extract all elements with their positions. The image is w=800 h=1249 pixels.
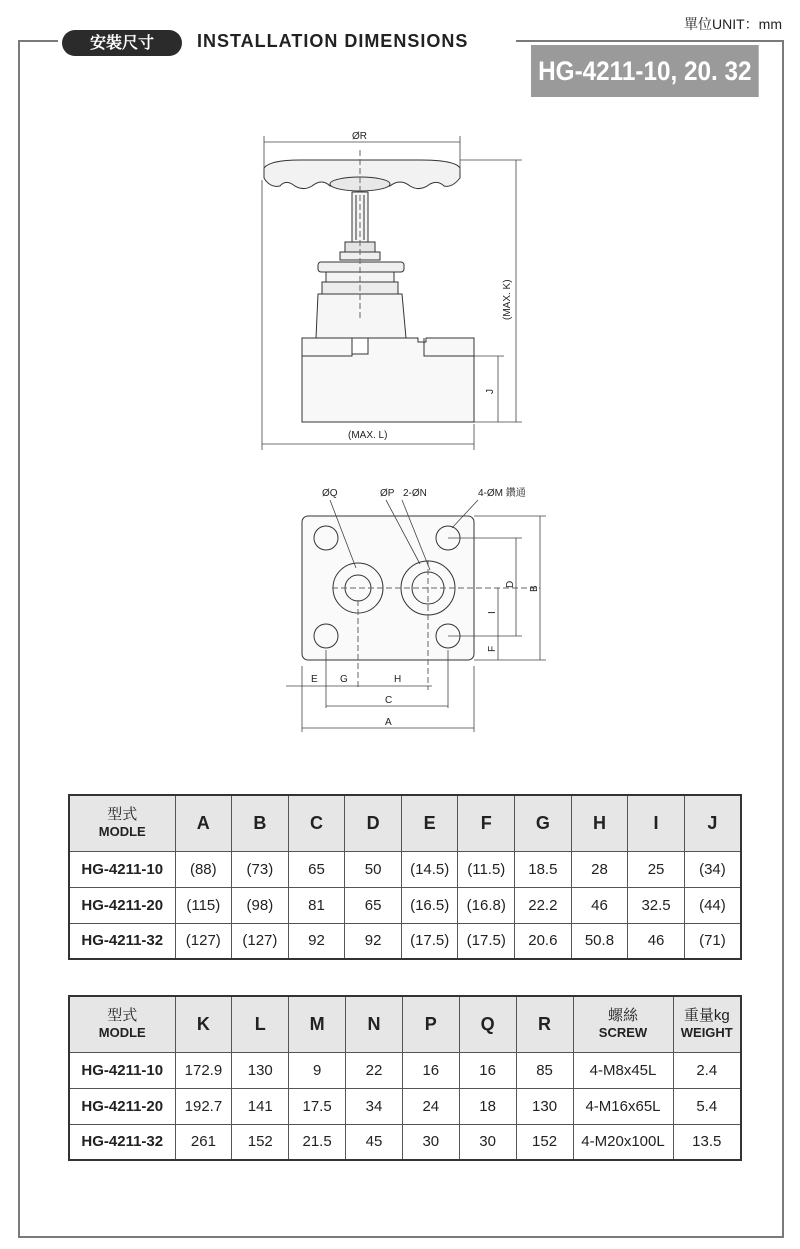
cell: 4-M16x65L	[573, 1088, 673, 1124]
section-title: INSTALLATION DIMENSIONS	[197, 31, 469, 51]
col-j: J	[684, 795, 741, 851]
row-model: HG-4211-10	[69, 851, 175, 887]
col-l: L	[232, 996, 289, 1052]
valve-bottom-view	[302, 516, 540, 690]
cell: 46	[571, 887, 628, 923]
cell: (16.5)	[401, 887, 458, 923]
cell: 28	[571, 851, 628, 887]
cell: (34)	[684, 851, 741, 887]
cell: 18	[459, 1088, 516, 1124]
cell: 34	[346, 1088, 403, 1124]
label-max-k: (MAX. K)	[502, 279, 513, 320]
cell: 32.5	[628, 887, 685, 923]
cell: 22	[346, 1052, 403, 1088]
row-model: HG-4211-32	[69, 923, 175, 959]
cell: 30	[402, 1124, 459, 1160]
cell: 192.7	[175, 1088, 232, 1124]
row-model: HG-4211-20	[69, 887, 175, 923]
cell: 152	[516, 1124, 573, 1160]
valve-side-view	[264, 150, 474, 422]
cell: 24	[402, 1088, 459, 1124]
model-header: 型式 MODLE	[69, 795, 175, 851]
cell: 81	[288, 887, 345, 923]
cell: (11.5)	[458, 851, 515, 887]
col-i: I	[628, 795, 685, 851]
cell: 21.5	[289, 1124, 346, 1160]
cell: 4-M20x100L	[573, 1124, 673, 1160]
cell: (88)	[175, 851, 232, 887]
cell: 5.4	[673, 1088, 741, 1124]
cell: (17.5)	[401, 923, 458, 959]
cell: (127)	[175, 923, 232, 959]
model-header: 型式 MODLE	[69, 996, 175, 1052]
col-k: K	[175, 996, 232, 1052]
table-row	[69, 887, 741, 923]
col-m: M	[289, 996, 346, 1052]
col-d: D	[345, 795, 402, 851]
cell: (98)	[232, 887, 289, 923]
label-q: ØQ	[322, 488, 338, 499]
label-p: ØP	[380, 488, 395, 499]
cell: 85	[516, 1052, 573, 1088]
cell: (44)	[684, 887, 741, 923]
cell: (127)	[232, 923, 289, 959]
cell: (71)	[684, 923, 741, 959]
col-a: A	[175, 795, 232, 851]
cell: 50	[345, 851, 402, 887]
cell: 16	[459, 1052, 516, 1088]
cell: 130	[516, 1088, 573, 1124]
col-n: N	[346, 996, 403, 1052]
cell: 50.8	[571, 923, 628, 959]
cell: 92	[345, 923, 402, 959]
cell: 46	[628, 923, 685, 959]
table-row	[69, 851, 741, 887]
cell: (17.5)	[458, 923, 515, 959]
section-badge: 安裝尺寸	[62, 30, 182, 56]
cell: 141	[232, 1088, 289, 1124]
cell: 30	[459, 1124, 516, 1160]
label-j: J	[485, 389, 496, 394]
cell: 2.4	[673, 1052, 741, 1088]
cell: 65	[288, 851, 345, 887]
cell: 92	[288, 923, 345, 959]
table-row	[69, 1052, 741, 1088]
table-header-row	[69, 795, 741, 851]
table-row	[69, 1124, 741, 1160]
dimensions-table-2	[68, 995, 742, 1161]
col-r: R	[516, 996, 573, 1052]
label-c: C	[385, 695, 393, 706]
cell: 261	[175, 1124, 232, 1160]
cell: 22.2	[515, 887, 572, 923]
cell: 20.6	[515, 923, 572, 959]
cell: 25	[628, 851, 685, 887]
row-model: HG-4211-10	[69, 1052, 175, 1088]
row-model: HG-4211-20	[69, 1088, 175, 1124]
cell: 13.5	[673, 1124, 741, 1160]
cell: 9	[289, 1052, 346, 1088]
label-d: D	[505, 580, 516, 588]
col-f: F	[458, 795, 515, 851]
col-p: P	[402, 996, 459, 1052]
label-n: 2-ØN	[403, 488, 427, 499]
model-title: HG-4211-10, 20. 32	[531, 45, 759, 97]
cell: 152	[232, 1124, 289, 1160]
col-g: G	[515, 795, 572, 851]
cell: 172.9	[175, 1052, 232, 1088]
label-a: A	[385, 717, 392, 728]
row-model: HG-4211-32	[69, 1124, 175, 1160]
cell: (14.5)	[401, 851, 458, 887]
cell: 17.5	[289, 1088, 346, 1124]
col-weight: 重量kg WEIGHT	[673, 996, 741, 1052]
label-g: G	[340, 674, 348, 685]
col-q: Q	[459, 996, 516, 1052]
col-c: C	[288, 795, 345, 851]
label-f: F	[487, 645, 498, 652]
col-e: E	[401, 795, 458, 851]
label-h: H	[394, 674, 402, 685]
cell: 45	[346, 1124, 403, 1160]
table-row	[69, 1088, 741, 1124]
label-e: E	[311, 674, 318, 685]
dimensions-table-1	[68, 794, 742, 960]
label-m: 4-ØM 鑽通	[478, 488, 526, 499]
label-i: I	[487, 611, 498, 614]
col-b: B	[232, 795, 289, 851]
cell: 16	[402, 1052, 459, 1088]
label-b: B	[529, 585, 540, 592]
table-header-row	[69, 996, 741, 1052]
col-screw: 螺絲 SCREW	[573, 996, 673, 1052]
table-row	[69, 923, 741, 959]
cell: (73)	[232, 851, 289, 887]
cell: (16.8)	[458, 887, 515, 923]
cell: 4-M8x45L	[573, 1052, 673, 1088]
cell: (115)	[175, 887, 232, 923]
cell: 18.5	[515, 851, 572, 887]
label-max-l: (MAX. L)	[348, 430, 388, 441]
unit-label: 單位UNIT：mm	[684, 16, 782, 32]
col-h: H	[571, 795, 628, 851]
cell: 65	[345, 887, 402, 923]
label-r: ØR	[352, 131, 367, 142]
cell: 130	[232, 1052, 289, 1088]
